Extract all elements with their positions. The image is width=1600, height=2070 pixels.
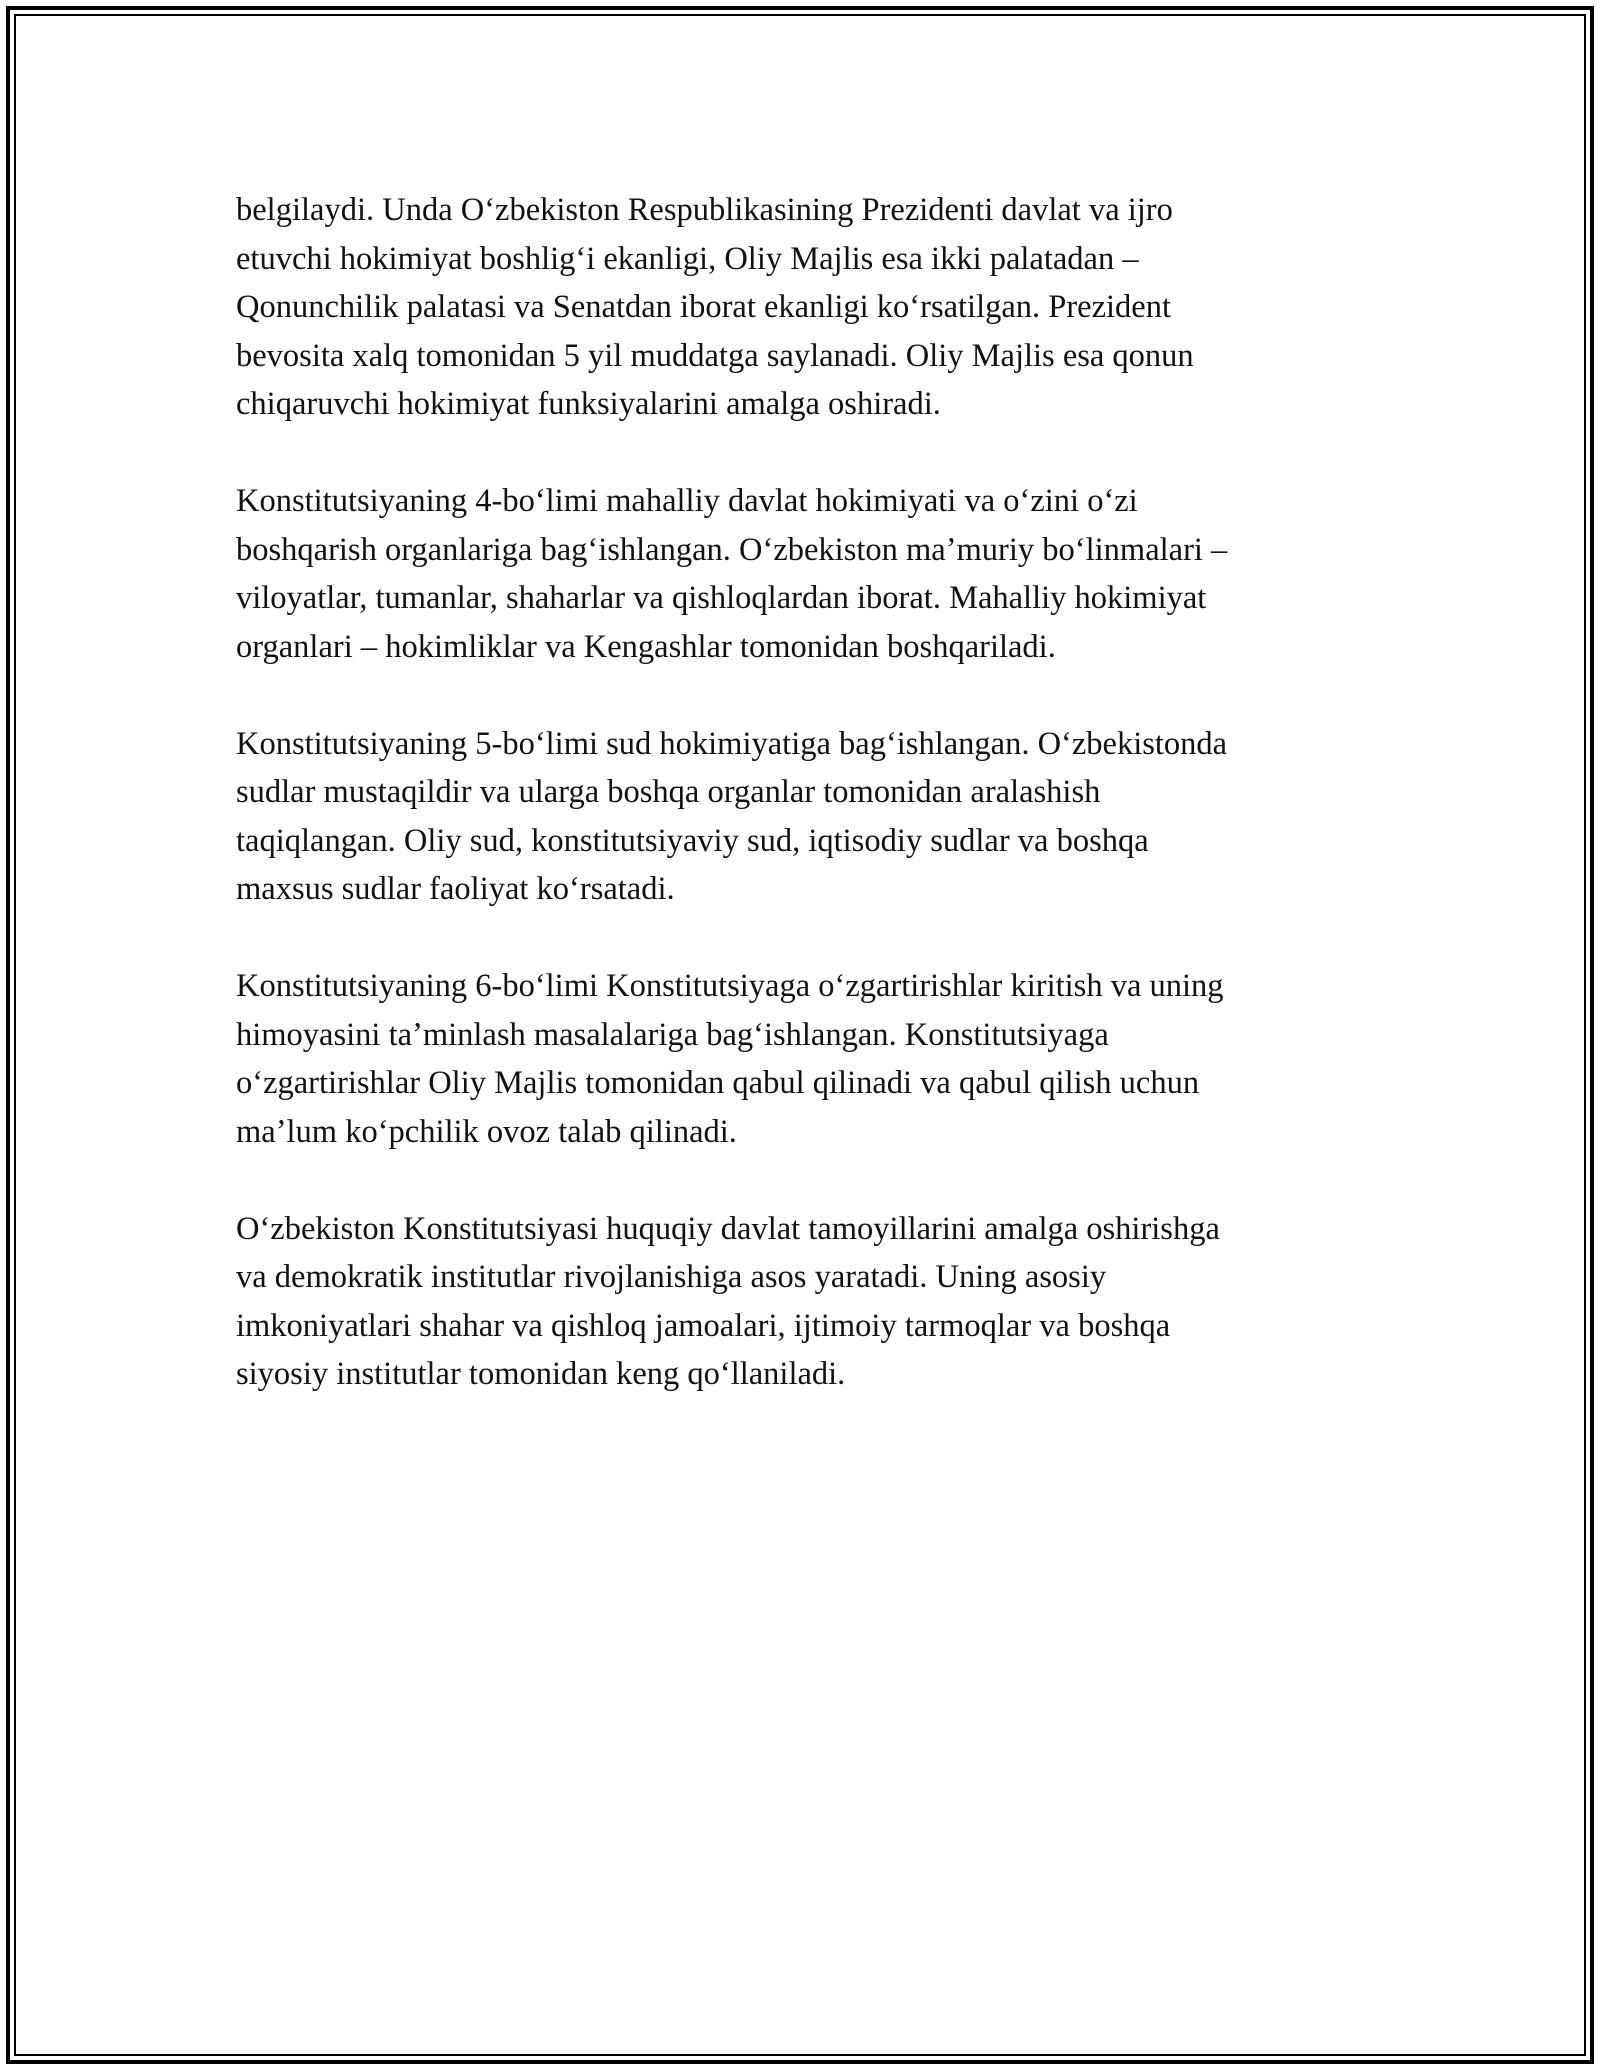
text-line: Konstitutsiyaning 5-boʻlimi sud hokimiyatiga bagʻishlangan. Oʻzbekistonda	[236, 725, 1228, 762]
text-line: Konstitutsiyaning 6-boʻlimi Konstitutsiyaga oʻzgartirishlar kiritish va uning	[236, 968, 1224, 1004]
text-line: viloyatlar, tumanlar, shaharlar va qishloqlardan iborat. Mahalliy hokimiyat	[236, 580, 1207, 616]
paragraph	[236, 720, 1366, 914]
paragraph	[236, 477, 1366, 671]
text-line: boshqarish organlariga bagʻishlangan. Oʻzbekiston maʼmuriy boʻlinmalari –	[236, 531, 1228, 568]
text-line: chiqaruvchi hokimiyat funksiyalarini amalga oshiradi.	[236, 386, 941, 422]
text-line: imkoniyatlari shahar va qishloq jamoalari, ijtimoiy tarmoqlar va boshqa	[236, 1307, 1171, 1344]
text-line: himoyasini taʼminlash masalalariga bagʻishlangan. Konstitutsiyaga	[236, 1016, 1109, 1053]
paragraph	[236, 186, 1366, 429]
paragraph	[236, 962, 1366, 1156]
text-line: maʼlum koʻpchilik ovoz talab qilinadi.	[236, 1113, 737, 1150]
text-line: organlari – hokimliklar va Kengashlar tomonidan boshqariladi.	[236, 628, 1056, 665]
text-line: belgilaydi. Unda Oʻzbekiston Respublikasining Prezidenti davlat va ijro	[236, 192, 1173, 228]
text-line: Qonunchilik palatasi va Senatdan iborat ekanligi koʻrsatilgan. Prezident	[236, 289, 1172, 325]
text-line: sudlar mustaqildir va ularga boshqa organlar tomonidan aralashish	[236, 774, 1101, 810]
text-line: siyosiy institutlar tomonidan keng qoʻllaniladi.	[236, 1356, 846, 1392]
paragraph	[236, 1205, 1366, 1399]
text-line: taqiqlangan. Oliy sud, konstitutsiyaviy sud, iqtisodiy sudlar va boshqa	[236, 822, 1149, 859]
text-line: maxsus sudlar faoliyat koʻrsatadi.	[236, 871, 675, 907]
document-body	[236, 186, 1366, 1447]
text-line: oʻzgartirishlar Oliy Majlis tomonidan qabul qilinadi va qabul qilish uchun	[236, 1065, 1200, 1101]
text-line: etuvchi hokimiyat boshligʻi ekanligi, Oliy Majlis esa ikki palatadan –	[236, 240, 1139, 277]
text-line: Oʻzbekiston Konstitutsiyasi huquqiy davlat tamoyillarini amalga oshirishga	[236, 1210, 1220, 1247]
text-line: va demokratik institutlar rivojlanishiga asos yaratadi. Uning asosiy	[236, 1259, 1107, 1295]
text-line: Konstitutsiyaning 4-boʻlimi mahalliy davlat hokimiyati va oʻzini oʻzi	[236, 483, 1138, 519]
text-line: bevosita xalq tomonidan 5 yil muddatga saylanadi. Oliy Majlis esa qonun	[236, 337, 1194, 374]
